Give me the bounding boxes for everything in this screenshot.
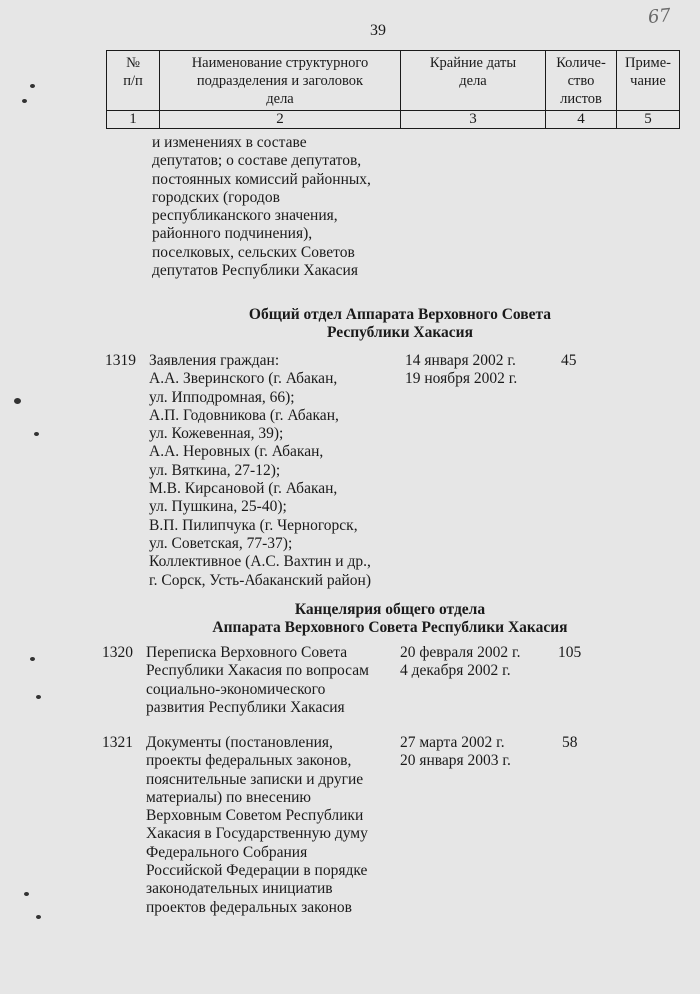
col-index-4: 4 xyxy=(546,111,617,129)
scan-speck xyxy=(34,432,39,436)
scan-speck xyxy=(24,892,29,896)
scan-speck xyxy=(30,657,35,661)
entry-title: Документы (постановления, проекты федеральных законов, пояснительные записки и другие материалы) по внесению Верховным Советом Республики Хакасия в Государственную думу Федерального Собрания Российской Федерации в порядке законодательных инициатив проектов федеральных законов xyxy=(146,734,368,916)
scan-speck xyxy=(22,99,27,103)
entry-sheets: 45 xyxy=(561,352,577,369)
col-sheets-header: Количе- ство листов xyxy=(546,51,617,111)
entry-dates: 20 февраля 2002 г. 4 декабря 2002 г. xyxy=(400,644,521,680)
entry-title: Переписка Верховного Совета Республики Хакасия по вопросам социально-экономического развития Республики Хакасия xyxy=(146,644,369,716)
entry-dates: 27 марта 2002 г. 20 января 2003 г. xyxy=(400,734,511,770)
col-title-header: Наименование структурного подразделения и заголовок дела xyxy=(160,51,401,111)
handwritten-archive-number: 67 xyxy=(646,4,672,29)
col-dates-header: Крайние даты дела xyxy=(401,51,546,111)
entry-number: 1321 xyxy=(102,734,133,751)
entry-number: 1320 xyxy=(102,644,133,661)
inventory-table-header xyxy=(106,50,680,129)
scan-speck xyxy=(30,84,35,88)
col-index-5: 5 xyxy=(617,111,680,129)
section-heading-general-department: Общий отдел Аппарата Верховного Совета Республики Хакасия xyxy=(248,306,552,342)
entry-number: 1319 xyxy=(105,352,136,369)
scan-speck xyxy=(36,915,41,919)
scan-speck xyxy=(14,398,21,404)
entry-sheets: 105 xyxy=(558,644,582,661)
col-index-3: 3 xyxy=(401,111,546,129)
col-notes-header: Приме- чание xyxy=(617,51,680,111)
entry-sheets: 58 xyxy=(562,734,578,751)
entry-title: Заявления граждан: А.А. Зверинского (г. Абакан, ул. Ипподромная, 66); А.П. Годовникова (г. Абакан, ул. Кожевенная, 39); А.А. Неровных (г. Абакан, ул. Вяткина, 27-12); М.В. Кирсановой (г. Абакан, ул. Пушкина, 25-40); В.П. Пилипчука (г. Черногорск, ул. Советская, 77-37); Коллективное (А.С. Вахтин и др., г. Сорск, Усть-Абаканский район) xyxy=(149,352,372,589)
col-number-header: № п/п xyxy=(107,51,160,111)
section-heading-chancellery: Канцелярия общего отдела Аппарата Верховного Совета Республики Хакасия xyxy=(212,601,568,637)
entry-dates: 14 января 2002 г. 19 ноября 2002 г. xyxy=(405,352,518,388)
continuation-text: и изменениях в составе депутатов; о составе депутатов, постоянных комиссий районных, городских (городов республиканского значения, районного подчинения), поселковых, сельских Советов депутатов Республики Хакасия xyxy=(152,134,371,280)
scan-speck xyxy=(36,695,41,699)
page-number: 39 xyxy=(370,22,386,39)
col-index-2: 2 xyxy=(160,111,401,129)
col-index-1: 1 xyxy=(107,111,160,129)
